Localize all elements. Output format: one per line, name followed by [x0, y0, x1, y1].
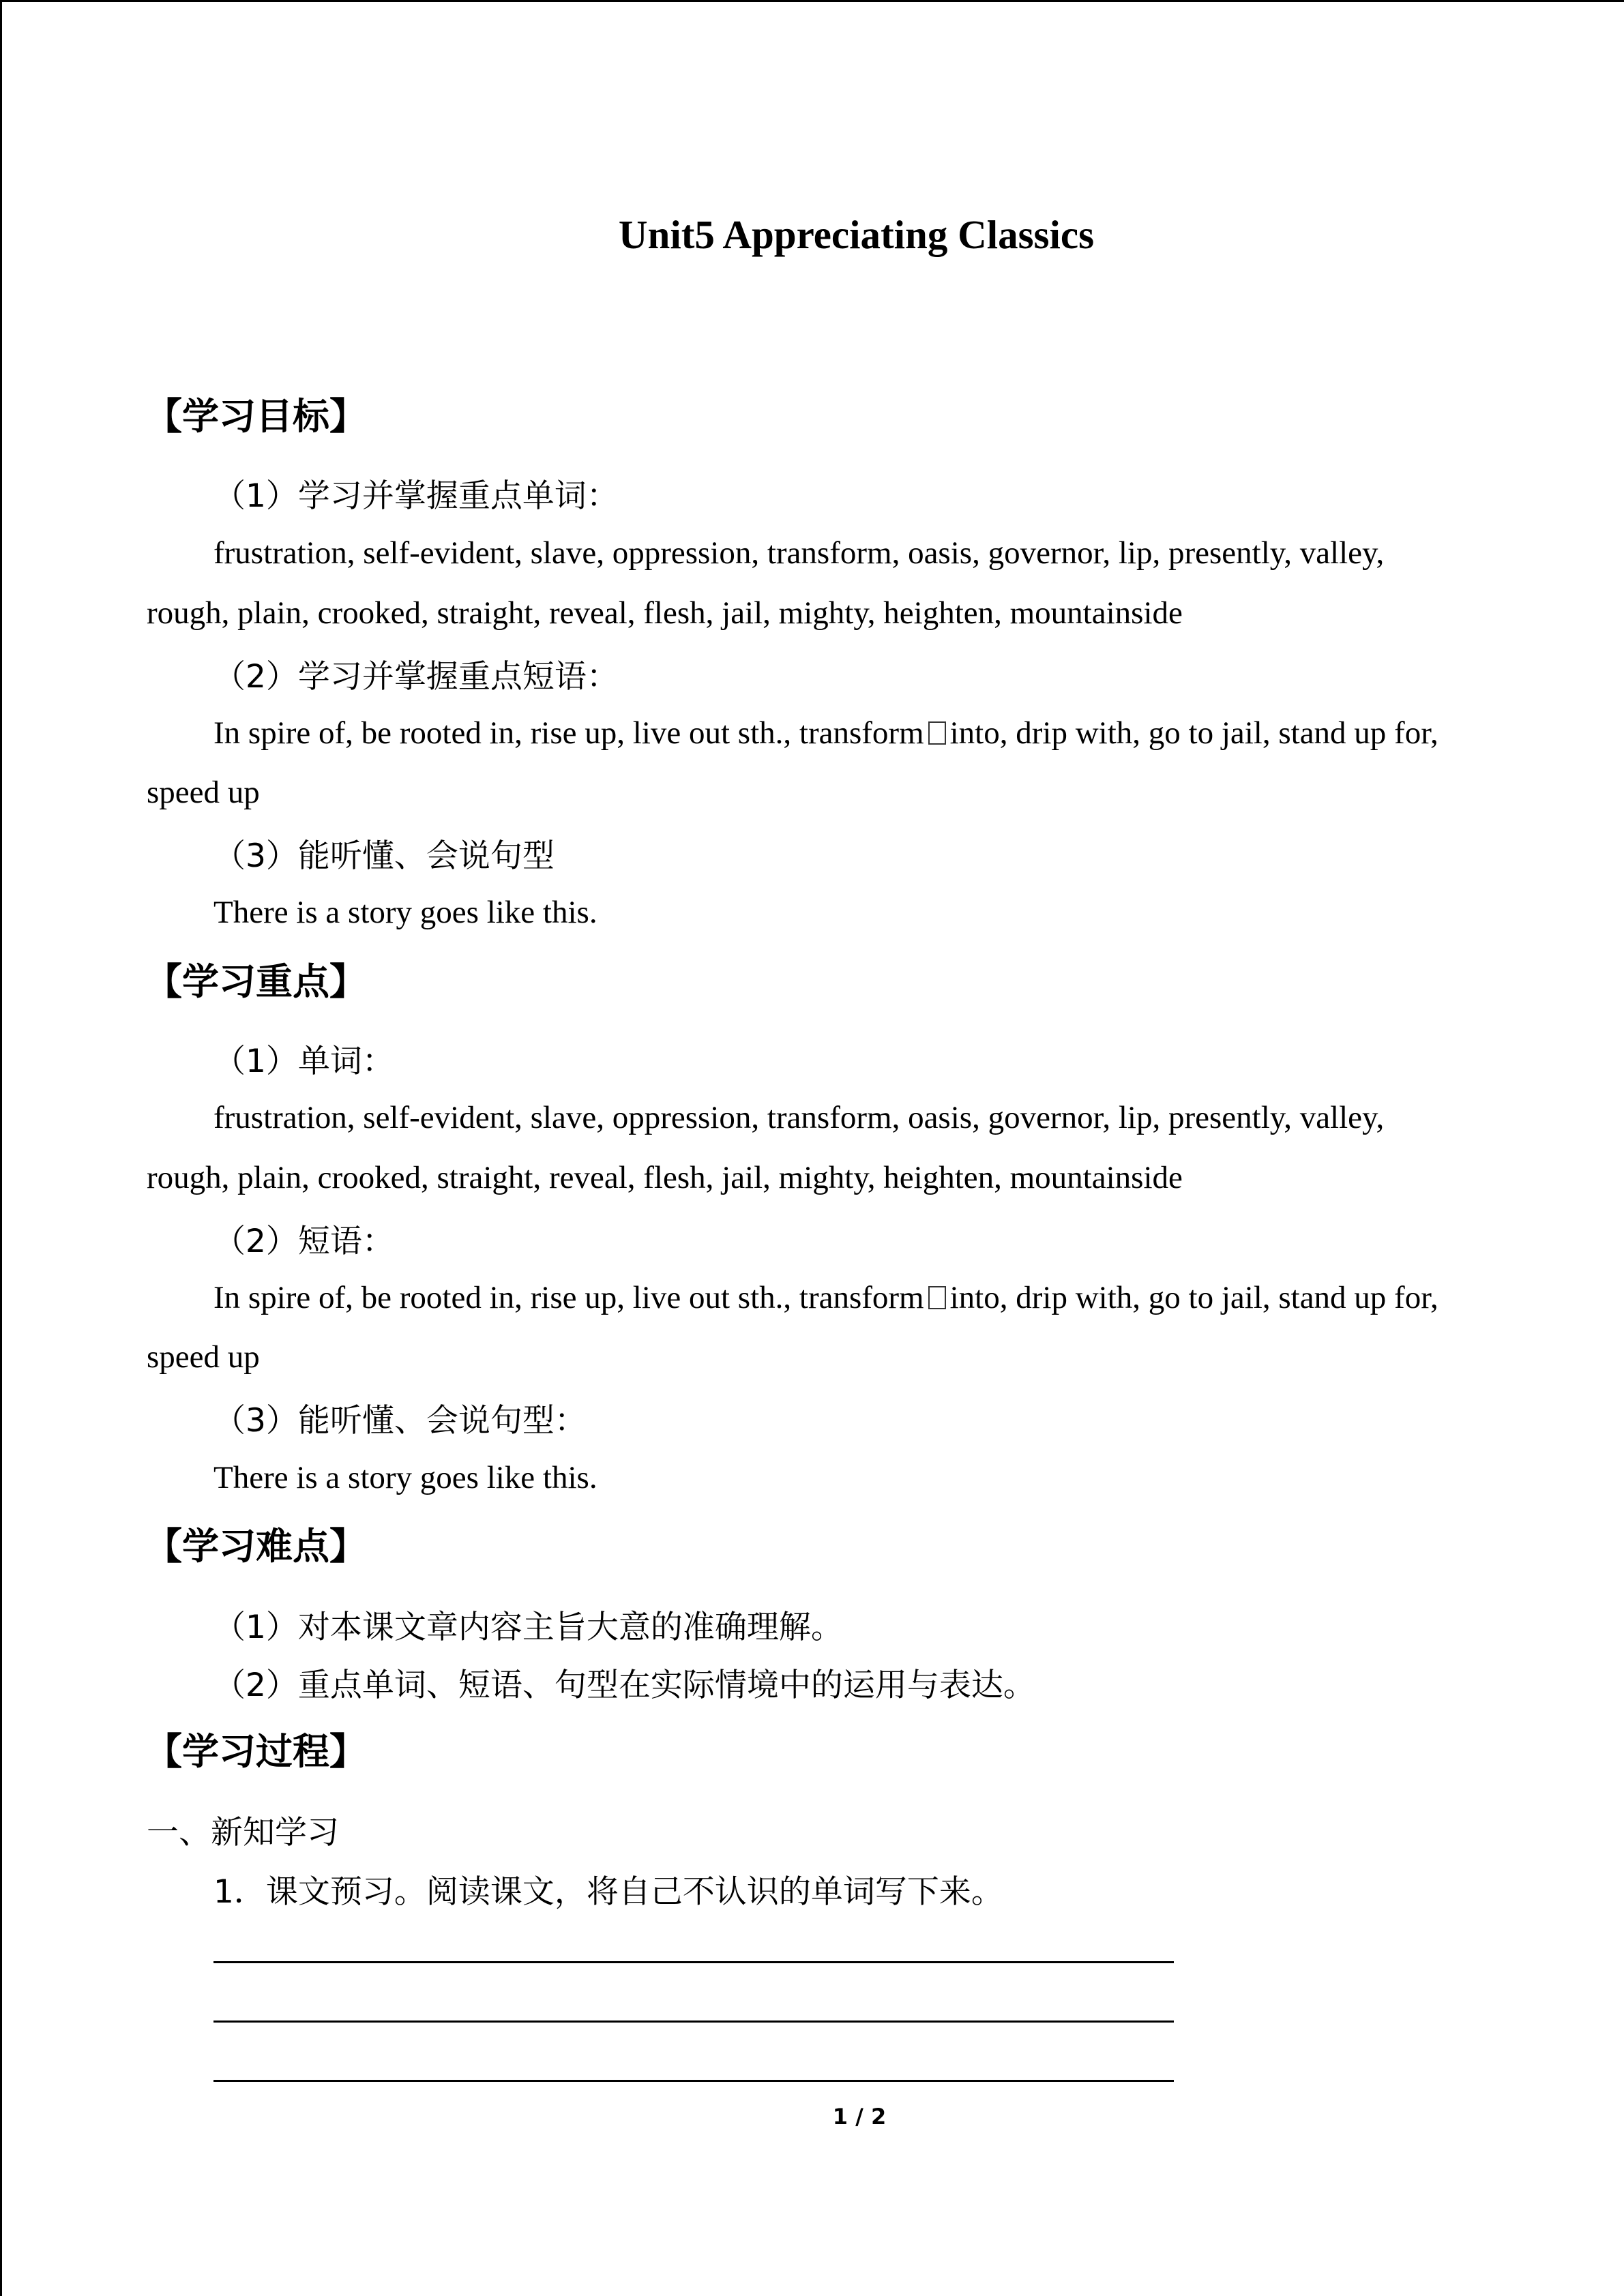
difficulties-item2: （2）重点单词、短语、句型在实际情境中的运用与表达。 [213, 1667, 1035, 1704]
key-points-sentence: There is a story goes like this. [213, 1460, 597, 1495]
objectives-words-line1: frustration, self-evident, slave, oppression, transform, oasis, governor, lip, presently, valley, [213, 535, 1385, 571]
answer-line[interactable] [213, 2080, 1174, 2082]
key-points-words-line2: rough, plain, crooked, straight, reveal, flesh, jail, mighty, heighten, mountainside [147, 1160, 1183, 1195]
difficulties-item1: （1）对本课文章内容主旨大意的准确理解。 [213, 1609, 843, 1646]
answer-line[interactable] [213, 1961, 1174, 1963]
answer-line[interactable] [213, 2021, 1174, 2023]
placeholder-box-icon [928, 721, 946, 745]
phrases-text-after-box: into, drip with, go to jail, stand up for, [949, 1280, 1438, 1315]
page-left-border [0, 0, 2, 2296]
document-title: Unit5 Appreciating Classics [618, 212, 1095, 257]
key-points-phrases-line2: speed up [147, 1339, 260, 1375]
page-number: 1 / 2 [832, 2104, 887, 2130]
key-points-item3-label: （3）能听懂、会说句型： [213, 1402, 587, 1440]
key-points-phrases-line1 [213, 1279, 1438, 1316]
section-heading-difficulties: 【学习难点】 [145, 1525, 366, 1568]
objectives-sentence: There is a story goes like this. [213, 895, 597, 930]
section-heading-objectives: 【学习目标】 [145, 395, 366, 438]
key-points-item1-label: （1）单词： [213, 1043, 394, 1080]
phrases-text-before-box: In spire of, be rooted in, rise up, live out sth., transform [213, 715, 924, 751]
objectives-item1-label: （1）学习并掌握重点单词： [213, 477, 619, 515]
objectives-item2-label: （2）学习并掌握重点短语： [213, 658, 619, 696]
placeholder-box-icon [928, 1286, 946, 1309]
objectives-item3-label: （3）能听懂、会说句型 [213, 837, 555, 875]
key-points-words-line1: frustration, self-evident, slave, oppression, transform, oasis, governor, lip, presently, valley, [213, 1100, 1385, 1135]
phrases-text-before-box: In spire of, be rooted in, rise up, live out sth., transform [213, 1280, 924, 1315]
section-heading-process: 【学习过程】 [145, 1730, 366, 1773]
key-points-item2-label: （2）短语： [213, 1223, 394, 1260]
process-part1-label: 一、新知学习 [147, 1814, 339, 1851]
page-top-border [0, 0, 1624, 2]
process-task1: 1．课文预习。阅读课文，将自己不认识的单词写下来。 [213, 1873, 1003, 1911]
objectives-words-line2: rough, plain, crooked, straight, reveal, flesh, jail, mighty, heighten, mountainside [147, 595, 1183, 631]
objectives-phrases-line2: speed up [147, 775, 260, 810]
phrases-text-after-box: into, drip with, go to jail, stand up for, [949, 715, 1438, 751]
objectives-phrases-line1 [213, 715, 1438, 751]
section-heading-key-points: 【学习重点】 [145, 960, 366, 1003]
